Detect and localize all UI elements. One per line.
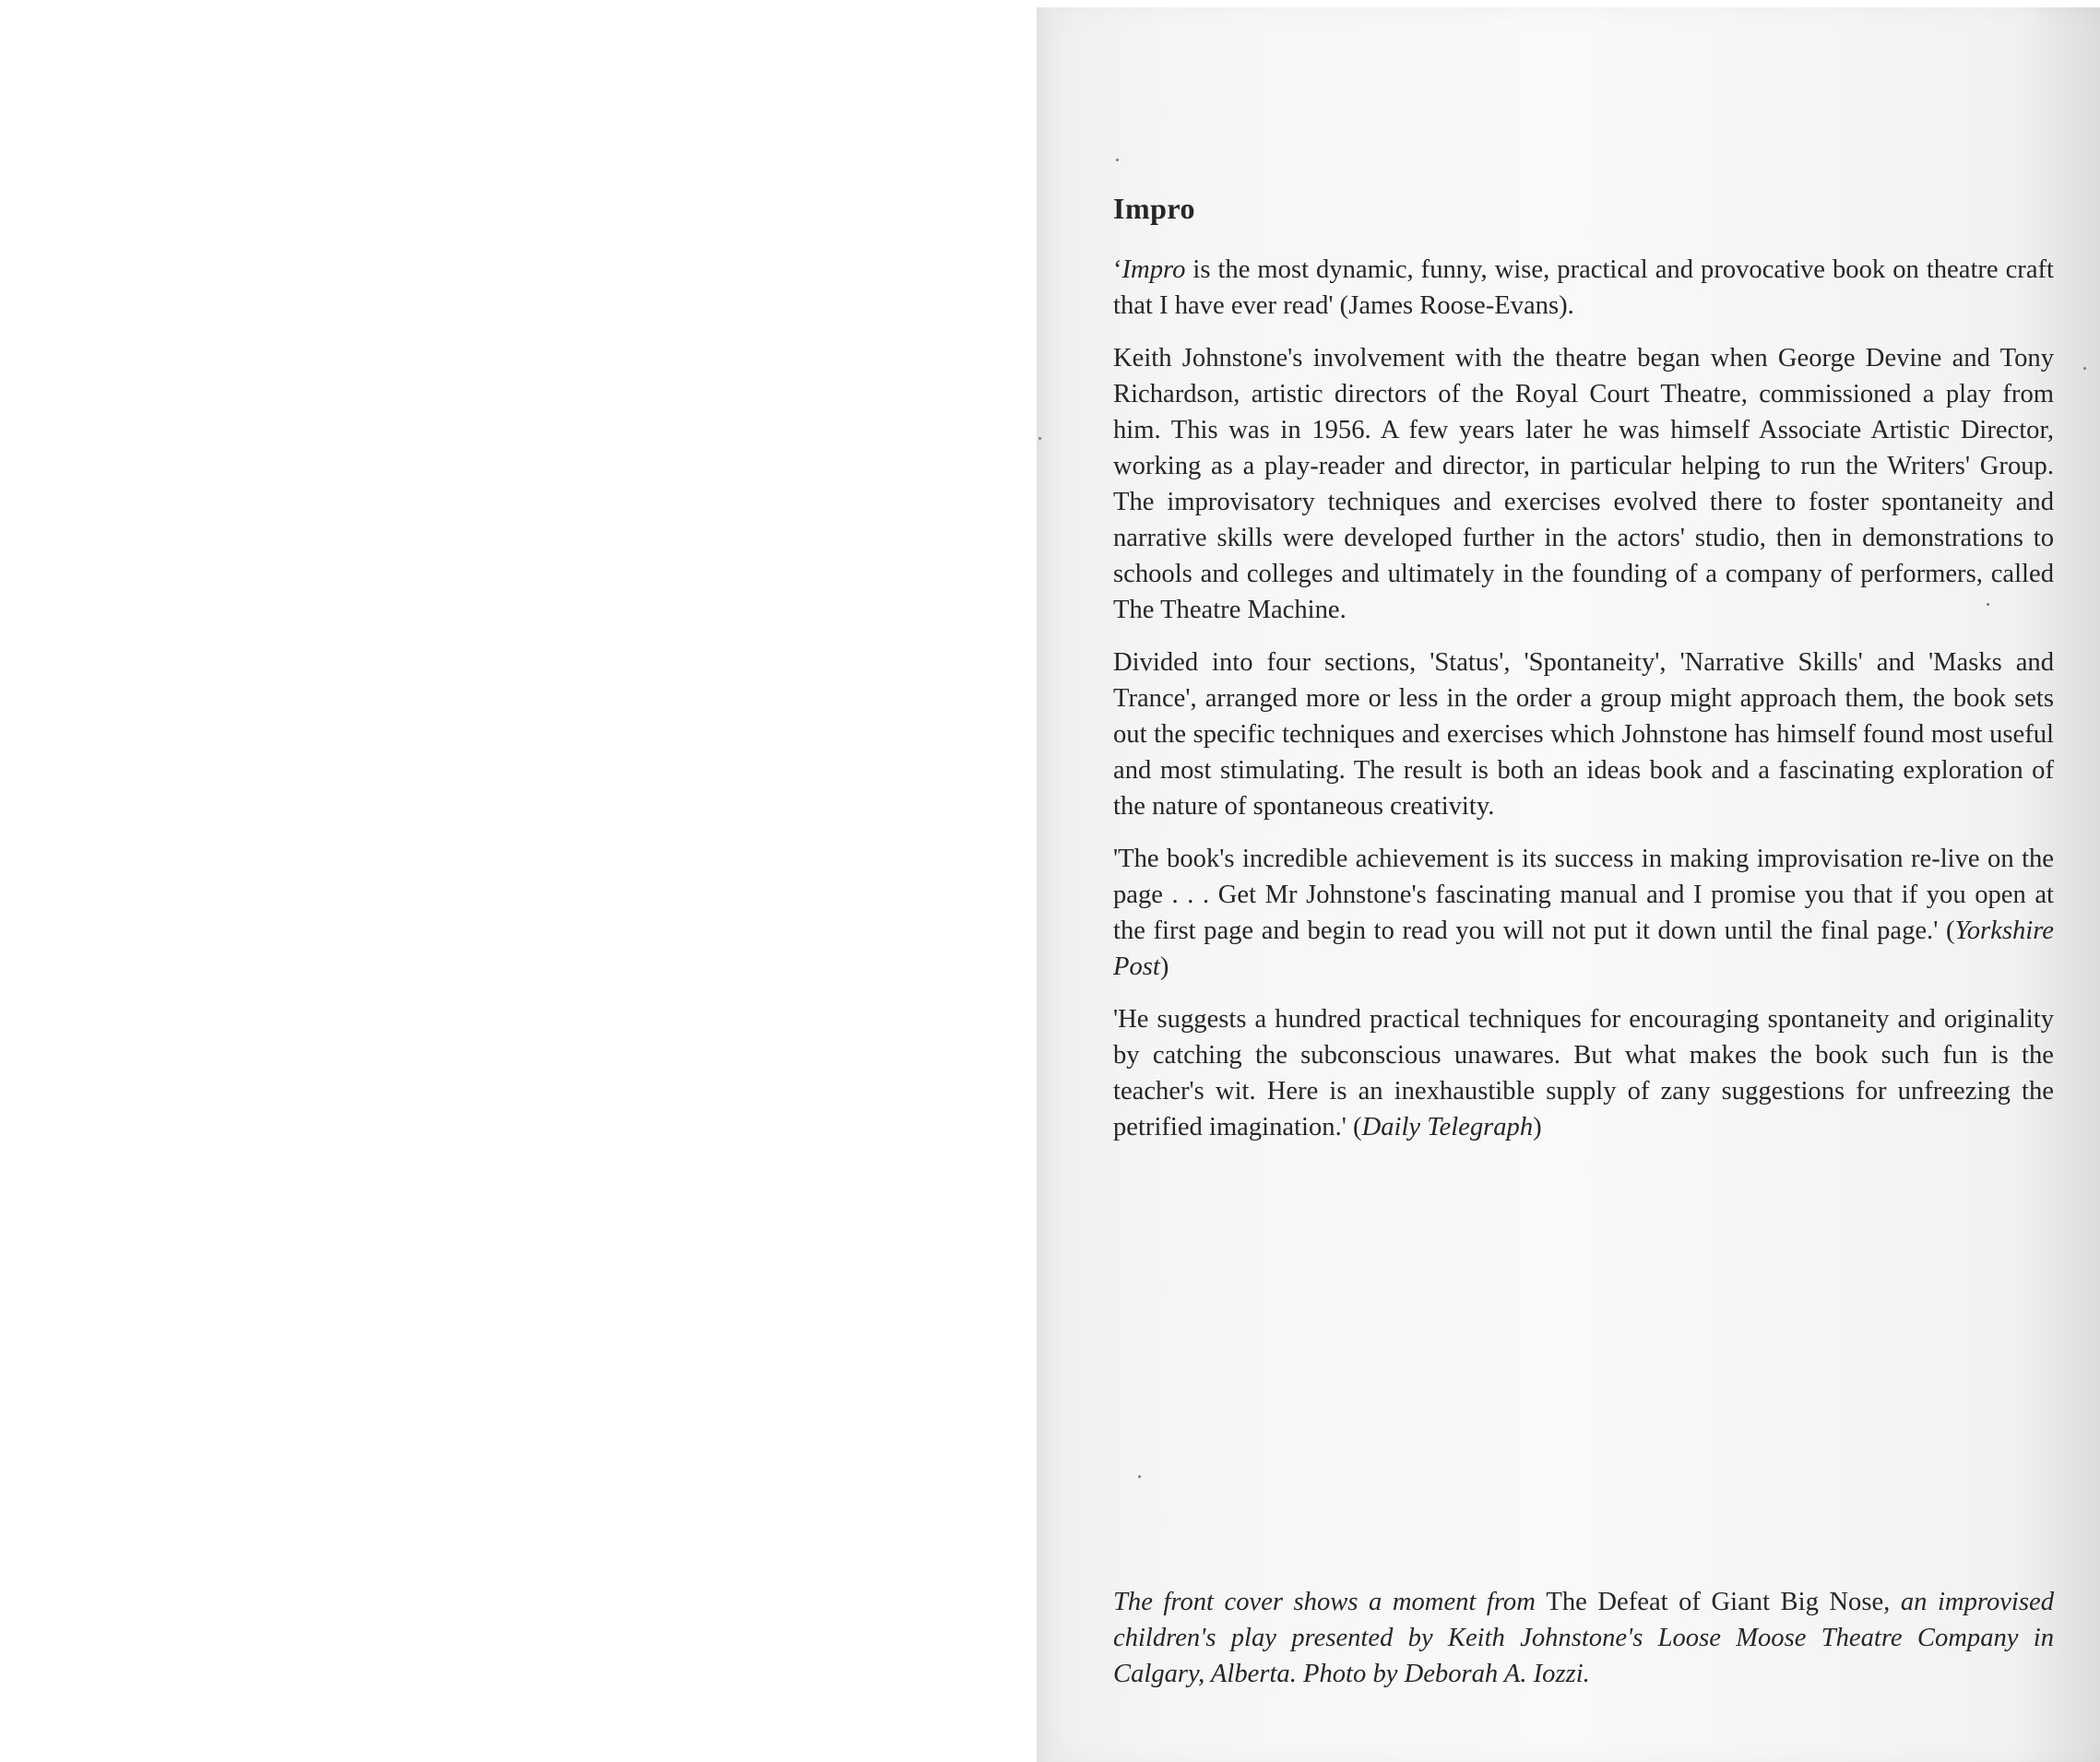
paragraph-book-sections: Divided into four sections, 'Status', 'Spontaneity', 'Narrative Skills' and 'Masks and Trance', arranged more or less in the order a group might approach them, the book sets out the specific techniques and exercises which Johnstone has himself found most useful and most stimulating. The result is both an ideas book and a fascinating exploration of the nature of spontaneous creativity. — [1113, 648, 2054, 821]
paragraph-review-daily-telegraph: 'He suggests a hundred practical techniques for encouraging spontaneity and originality by catching the subconscious unawares. But what makes the book such fun is the teacher's wit. Here is an inexhaustible supply of zany suggestions for unfreezing the petrified imagination.' (Daily Telegraph) — [1113, 1005, 2054, 1141]
page-edge-shadow — [1037, 7, 1050, 1762]
dust-speck — [1138, 1475, 1141, 1478]
caption-rest: , an improvised children's play presented by Keith Johnstone's Loose Moose Theatre Company in Calgary, Alberta. Photo by Deborah A. Iozzi. — [1113, 1588, 2054, 1688]
caption-play-title: The Defeat of Giant Big Nose — [1546, 1588, 1884, 1616]
review-source: Yorkshire Post — [1113, 916, 2054, 981]
review-source: Daily Telegraph — [1361, 1113, 1534, 1141]
dust-speck — [1038, 437, 1041, 440]
caption-lead: The front cover shows a moment from — [1113, 1588, 1547, 1616]
review-text: 'He suggests a hundred practical techniques for encouraging spontaneity and originality by catching the subconscious unawares. But what makes the book such fun is the teacher's wit. Here is an inexhaustible supply of zany suggestions for unfreezing the petrified imagination.' ( — [1113, 1005, 2054, 1141]
review-text: 'The book's incredible achievement is its success in making improvisation re-live on the page . . . Get Mr Johnstone's fascinating manual and I promise you that if you open at the first page and begin to read you will not put it down until the final page.' ( — [1113, 845, 2054, 945]
review-text: is the most dynamic, funny, wise, practical and provocative book on theatre craft that I have ever read' (James Roose-Evans). — [1113, 255, 2054, 320]
blurb-text — [1113, 192, 2054, 1162]
paragraph-review-yorkshire-post: 'The book's incredible achievement is its success in making improvisation re-live on the page . . . Get Mr Johnstone's fascinating manual and I promise you that if you open at the first page and begin to read you will not put it down until the final page.' (Yorkshire Post) — [1113, 845, 2054, 981]
book-title-heading: Impro — [1113, 192, 1196, 225]
paragraph-review-roose-evans: ‘Impro is the most dynamic, funny, wise, practical and provocative book on theatre craft that I have ever read' (James Roose-Evans). — [1113, 255, 2054, 320]
book-page — [1037, 7, 2100, 1762]
paragraph-author-background: Keith Johnstone's involvement with the theatre began when George Devine and Tony Richardson, artistic directors of the Royal Court Theatre, commissioned a play from him. This was in 1956. A few years later he was himself Associate Artistic Director, working as a play-reader and director, in particular helping to run the Writers' Group. The improvisatory techniques and exercises evolved there to foster spontaneity and narrative skills were developed further in the actors' studio, then in demonstrations to schools and colleges and ultimately in the founding of a company of performers, called The Theatre Machine. — [1113, 344, 2054, 624]
dust-speck — [2083, 367, 2086, 370]
inline-book-title: Impro — [1121, 255, 1186, 284]
dust-speck — [1116, 159, 1119, 161]
cover-caption — [1113, 1584, 2054, 1692]
